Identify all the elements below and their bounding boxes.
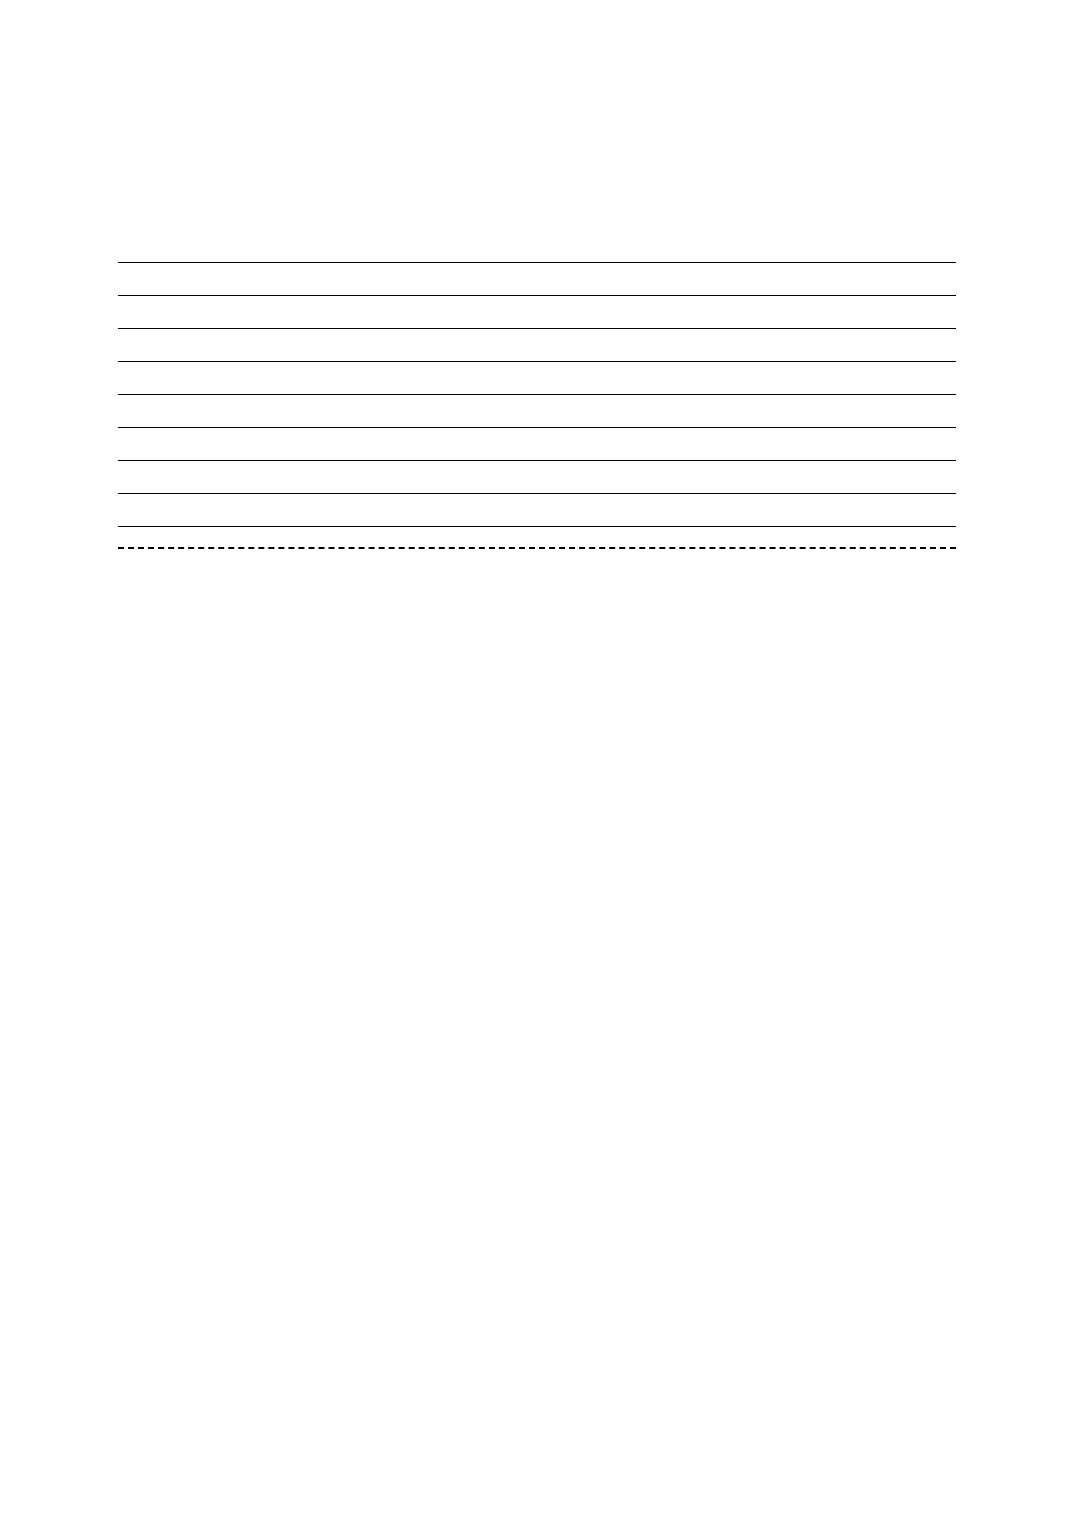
writing-line[interactable] bbox=[118, 329, 956, 362]
writing-line[interactable] bbox=[118, 494, 956, 527]
writing-line[interactable] bbox=[118, 296, 956, 329]
writing-lines bbox=[118, 230, 958, 549]
writing-line[interactable] bbox=[118, 230, 956, 263]
writing-line[interactable] bbox=[118, 362, 956, 395]
requirements bbox=[118, 120, 958, 153]
worksheet-page bbox=[118, 118, 958, 549]
writing-line[interactable] bbox=[118, 263, 956, 296]
writing-line[interactable] bbox=[118, 428, 956, 461]
writing-line[interactable] bbox=[118, 461, 956, 494]
writing-line[interactable] bbox=[118, 395, 956, 428]
writing-line[interactable] bbox=[118, 527, 956, 549]
letter-greeting bbox=[118, 153, 958, 186]
letter-opening bbox=[118, 185, 958, 218]
